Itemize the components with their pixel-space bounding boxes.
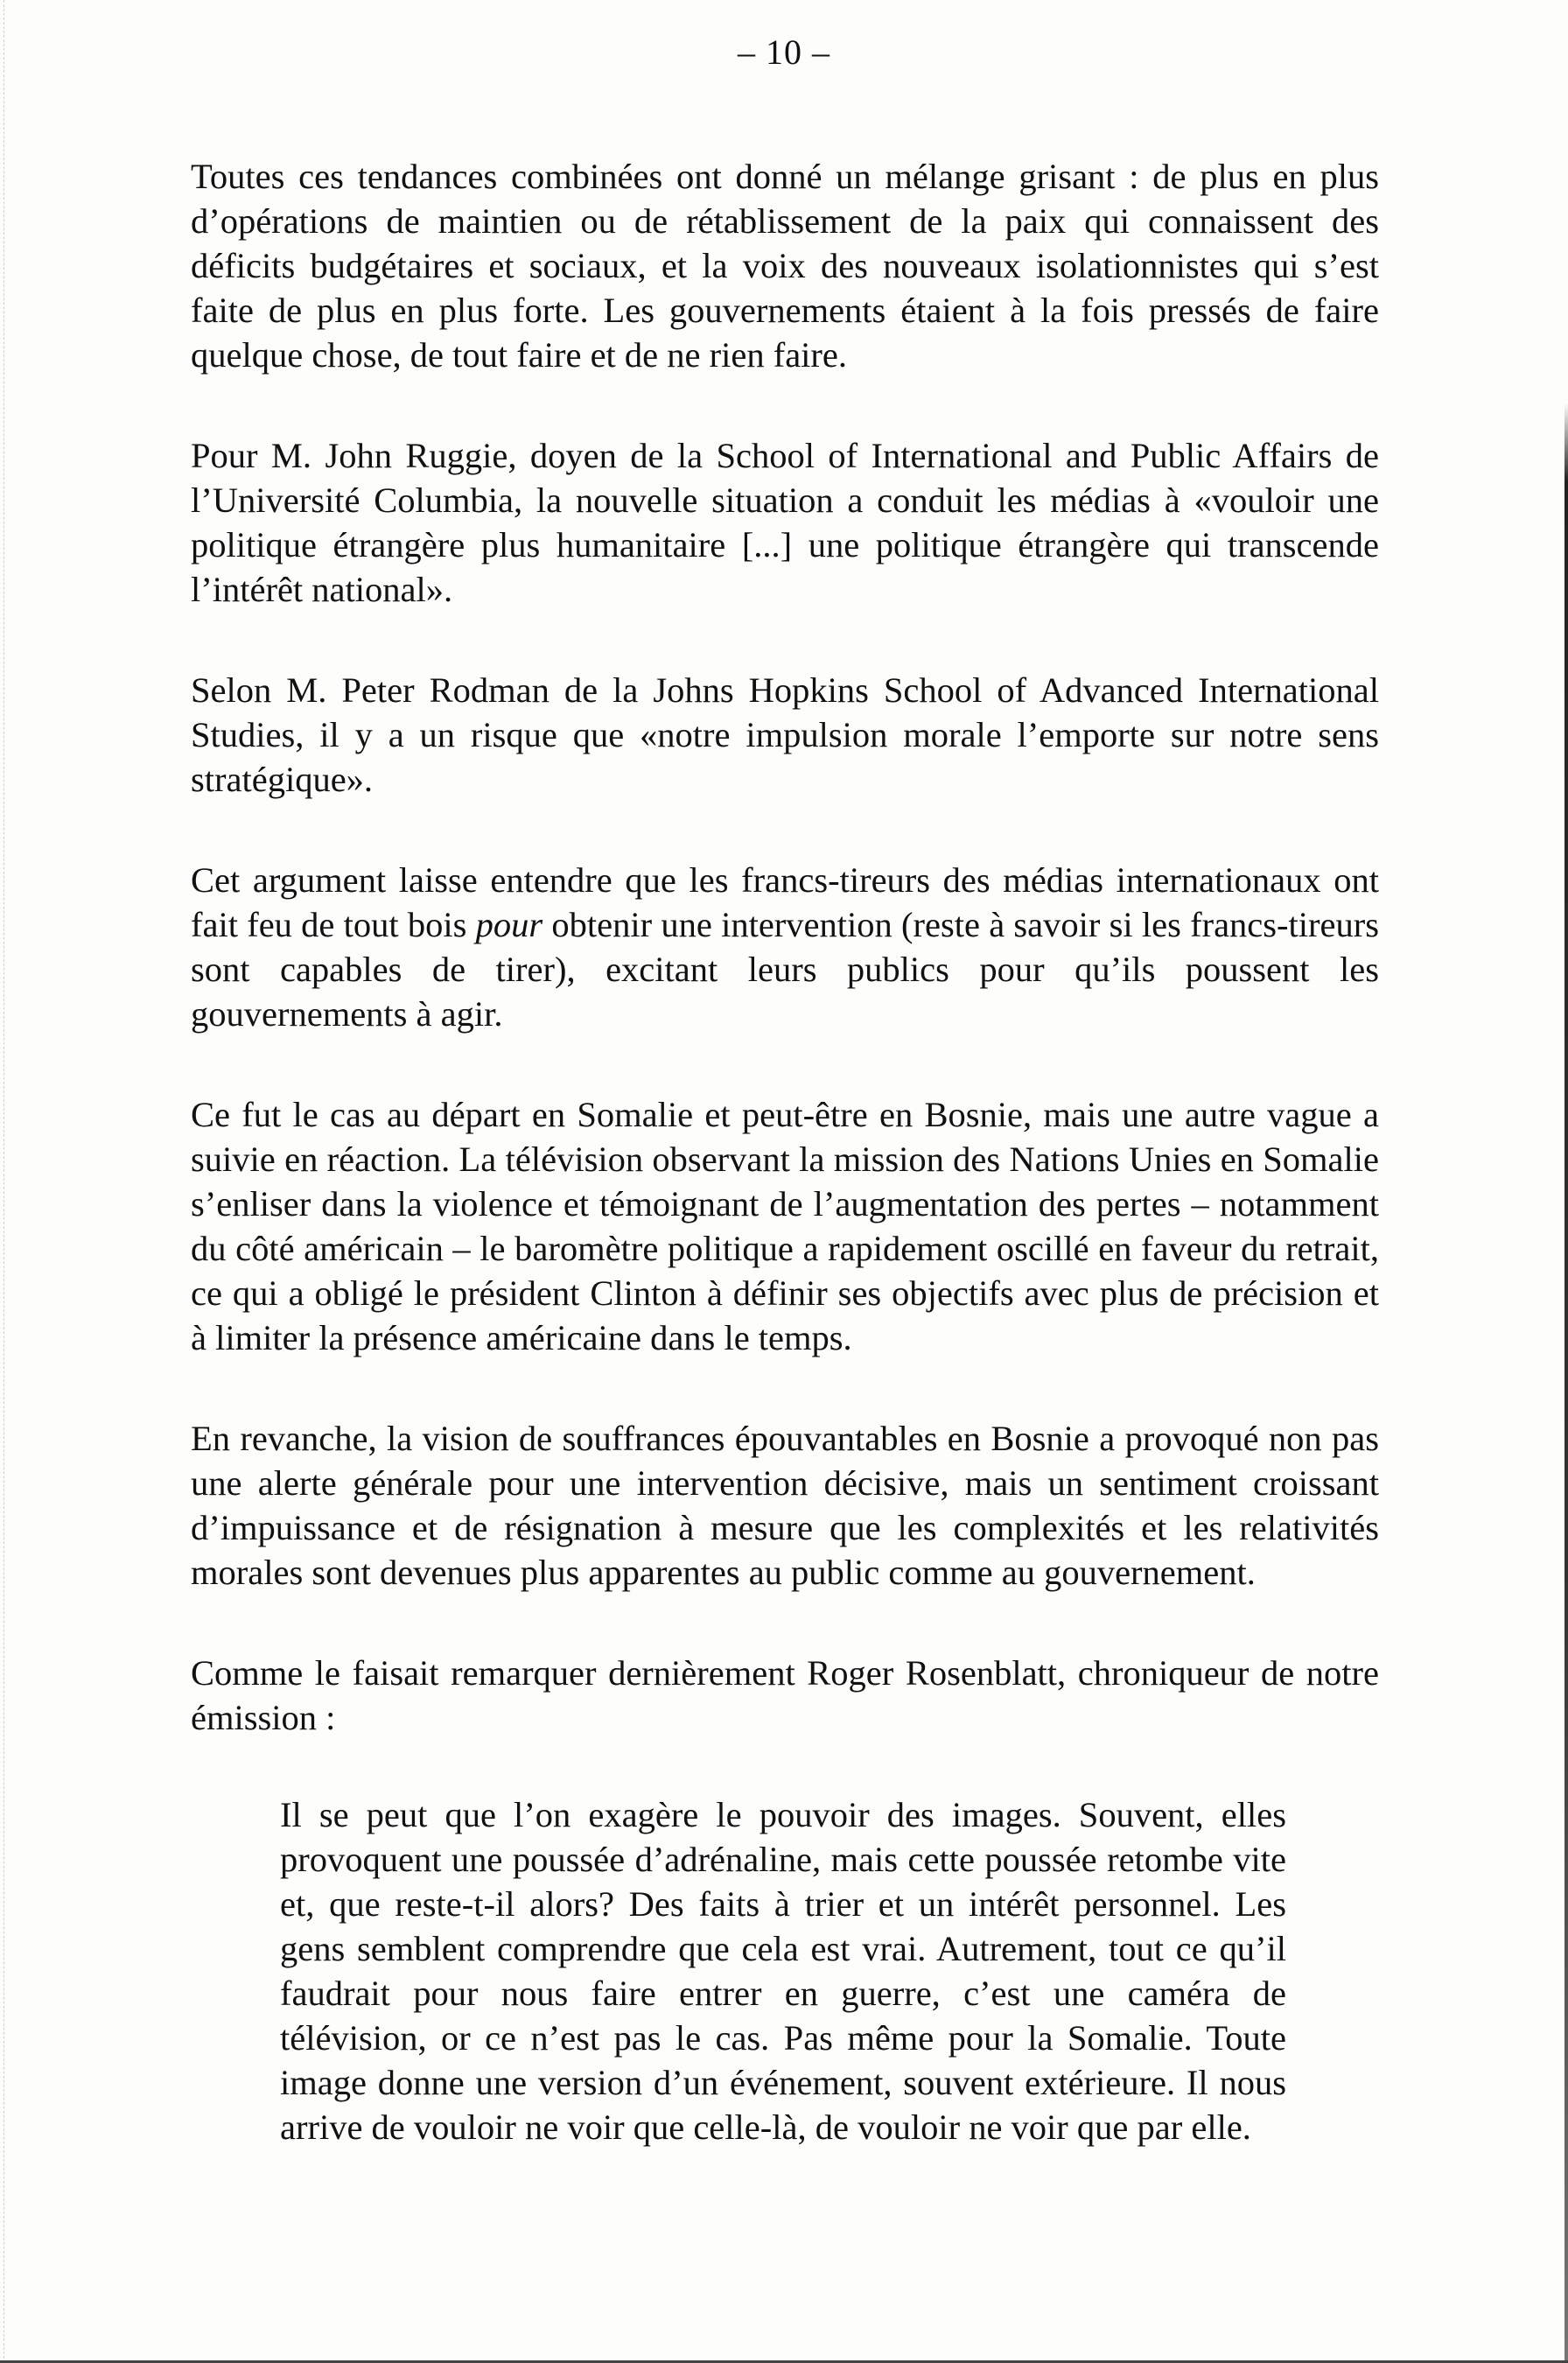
scan-edge-left	[4, 0, 5, 2363]
paragraph-4	[191, 858, 1379, 1036]
paragraph-3: Selon M. Peter Rodman de la Johns Hopkins School of Advanced International Studies, il y a un risque que «notre impulsion morale l’emporte sur notre sens stratégique».	[191, 670, 1379, 799]
page-number: – 10 –	[738, 32, 830, 72]
paragraph-4-emphasis: pour	[475, 905, 543, 944]
paragraph-7: Comme le faisait remarquer dernièrement Roger Rosenblatt, chroniqueur de notre émission :	[191, 1653, 1379, 1737]
paragraph-5: Ce fut le cas au départ en Somalie et peut-être en Bosnie, mais une autre vague a suivie en réaction. La télévision observant la mission des Nations Unies en Somalie s’enliser dans la violence et témoignant de l’augmentation des pertes – notamment du côté américain – le baromètre politique a rapidement oscillé en faveur du retrait, ce qui a obligé le président Clinton à définir ses objectifs avec plus de précision et à limiter la présence américaine dans le temps.	[191, 1095, 1379, 1357]
body-text	[191, 154, 1379, 2149]
paragraph-4-part-2: obtenir une intervention (reste à savoir si les francs-tireurs sont capables de tirer), excitant leurs publics pour qu’ils poussent les gouvernements à agir.	[191, 905, 1379, 1034]
paragraph-4-part-1: Cet argument laisse entendre que les francs-tireurs des médias internationaux ont fait feu de tout bois	[191, 860, 1379, 944]
scan-edge-right	[1564, 403, 1568, 2363]
paragraph-1: Toutes ces tendances combinées ont donné un mélange grisant : de plus en plus d’opérations de maintien ou de rétablissement de la paix qui connaissent des déficits budgétaires et sociaux, et la voix des nouveaux isolationnistes qui s’est faite de plus en plus forte. Les gouvernements étaient à la fois pressés de faire quelque chose, de tout faire et de ne rien faire.	[191, 157, 1379, 375]
paragraph-6: En revanche, la vision de souffrances épouvantables en Bosnie a provoqué non pas une alerte générale pour une intervention décisive, mais un sentiment croissant d’impuissance et de résignation à mesure que les complexités et les relativités morales sont devenues plus apparentes au public comme au gouvernement.	[191, 1419, 1379, 1592]
paragraph-2: Pour M. John Ruggie, doyen de la School of International and Public Affairs de l’Université Columbia, la nouvelle situation a conduit les médias à «vouloir une politique étrangère plus humanitaire [...] une politique étrangère qui transcende l’intérêt national».	[191, 436, 1379, 609]
block-quote: Il se peut que l’on exagère le pouvoir des images. Souvent, elles provoquent une poussée d’adrénaline, mais cette poussée retombe vite et, que reste-t-il alors? Des faits à trier et un intérêt personnel. Les gens semblent comprendre que cela est vrai. Autrement, tout ce qu’il faudrait pour nous faire entrer en guerre, c’est une caméra de télévision, or ce n’est pas le cas. Pas même pour la Somalie. Toute image donne une version d’un événement, souvent extérieure. Il nous arrive de vouloir ne voir que celle-là, de vouloir ne voir que par elle.	[280, 1795, 1286, 2147]
